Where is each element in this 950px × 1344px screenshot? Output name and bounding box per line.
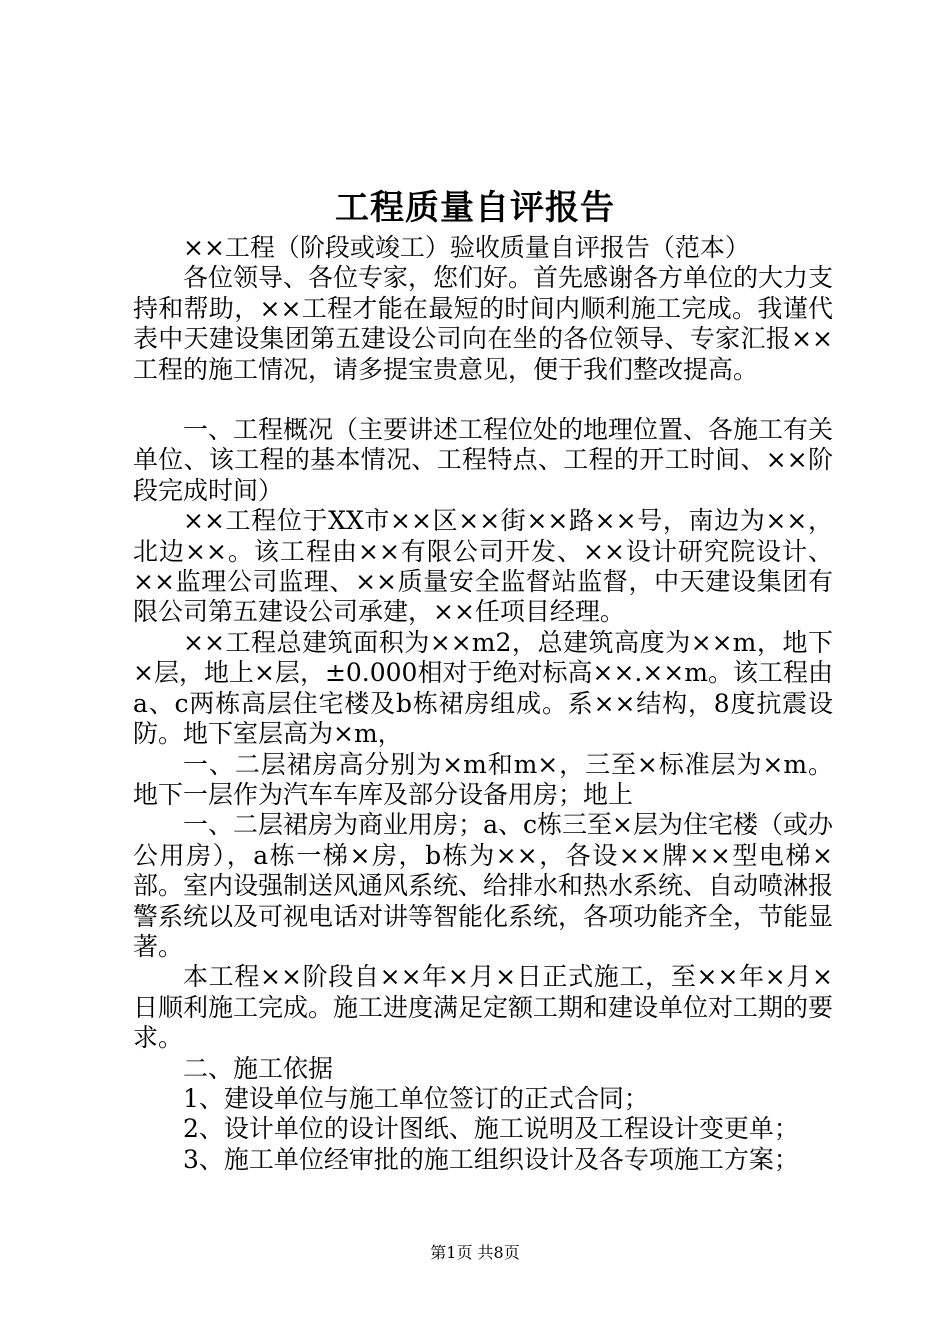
document-title: 工程质量自评报告: [335, 188, 615, 228]
list-item-basis-1: 1、建设单位与施工单位签订的正式合同；: [183, 1083, 649, 1113]
paragraph-section-basis: 二、施工依据: [183, 1053, 334, 1083]
paragraph-floors: 一、二层裙房高分别为×m和m×，三至×标准层为×m。地下一层作为汽车车库及部分设备用房；地上: [133, 749, 833, 809]
list-item-basis-2: 2、设计单位的设计图纸、施工说明及工程设计变更单；: [183, 1114, 799, 1144]
paragraph-greeting: 各位领导、各位专家，您们好。首先感谢各方单位的大力支持和帮助，××工程才能在最短的时间内顺利施工完成。我谨代表中天建设集团第五建设公司向在坐的各位领导、专家汇报××工程的施工情况，请多提宝贵意见，便于我们整改提高。: [133, 263, 834, 384]
page-footer: 第1页 共8页: [430, 1243, 520, 1262]
paragraph-section-overview: 一、工程概况（主要讲述工程位处的地理位置、各施工有关单位、该工程的基本情况、工程特点、工程的开工时间、××阶段完成时间）: [133, 415, 834, 505]
paragraph-location: ××工程位于XX市××区××街××路××号，南边为××，北边××。该工程由××有限公司开发、××设计研究院设计、××监理公司监理、××质量安全监督站监督，中天建设集团有限公司第五建设公司承建，××任项目经理。: [133, 506, 833, 627]
list-item-basis-3: 3、施工单位经审批的施工组织设计及各专项施工方案；: [183, 1144, 799, 1174]
document-body: [133, 233, 833, 1175]
paragraph-area: ××工程总建筑面积为××m2，总建筑高度为××m，地下×层，地上×层，±0.000相对于绝对标高××.××m。该工程由a、c两栋高层住宅楼及b栋裙房组成。系××结构，8度抗震设防。地下室层高为×m，: [133, 627, 833, 749]
paragraph-schedule: 本工程××阶段自××年×月×日正式施工，至××年×月×日顺利施工完成。施工进度满足定额工期和建设单位对工期的要求。: [133, 962, 834, 1053]
paragraph-subtitle: ××工程（阶段或竣工）验收质量自评报告（范本）: [183, 233, 750, 262]
paragraph-usage: 一、二层裙房为商业用房；a、c栋三至×层为住宅楼（或办公用房），a栋一梯×房，b栋为××，各设××牌××型电梯×部。室内设强制送风通风系统、给排水和热水系统、自动喷淋报警系统以及可视电话对讲等智能化系统，各项功能齐全，节能显著。: [133, 810, 834, 961]
